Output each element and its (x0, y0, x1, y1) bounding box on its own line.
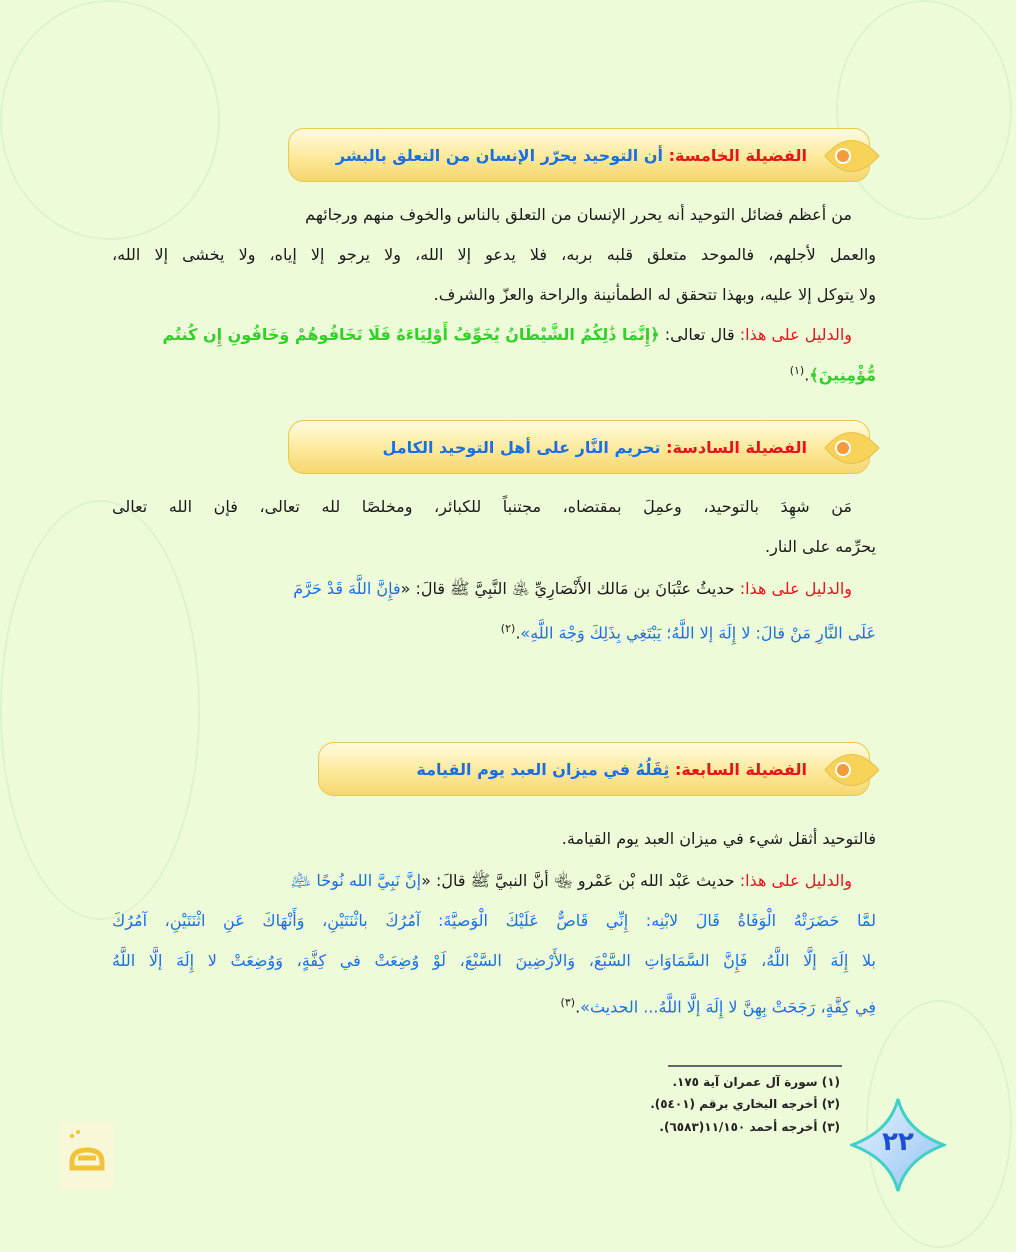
section-title: ثِقَلُهُ في ميزان العبد يوم القيامة (416, 759, 670, 779)
footnote: (٢) أخرجه البخاري برقم (٥٤٠١). (650, 1097, 840, 1111)
section-label: الفضيلة الخامسة: (668, 145, 807, 165)
ornament-bullet-icon (821, 125, 883, 187)
proof-line (112, 572, 876, 606)
ornament-bullet-icon (821, 417, 883, 479)
footnote: (١) سورة آل عمران آية ١٧٥. (672, 1075, 840, 1089)
hadith-text: فِي كِفَّةٍ، رَجَحَتْ بِهِنَّ لا إِلَهَ إلَّا اللَّهُ... الحديث» (580, 997, 876, 1017)
proof-intro: حديثُ عتْبَانَ بن مَالك الأَنْصَارِيِّ ﵁ النَّبِيَّ ﷺ قالَ: « (400, 579, 735, 598)
section-header-6 (288, 420, 870, 474)
proof-intro: حديث عَبْد الله بْن عَمْرو ﵄ أنَّ النبيَّ ﷺ قالَ: « (421, 871, 735, 890)
proof-line (112, 354, 876, 392)
paragraph-line: فالتوحيد أثقل شيء في ميزان العبد يوم القيامة. (561, 829, 876, 848)
quran-verse: ﴿إِنَّمَا ذَٰلِكُمُ الشَّيْطَانُ يُخَوِّفُ أَوْلِيَاءَهُ فَلَا تَخَافُوهُمْ وَخَافُونِ إِن كُنتُم (162, 325, 660, 344)
page-number-badge (850, 1097, 946, 1193)
punctuation: . (575, 997, 581, 1017)
section-label: الفضيلة السادسة: (666, 437, 807, 457)
proof-label: والدليل على هذا: (739, 579, 852, 598)
publisher-logo (60, 1122, 114, 1190)
page-number: ٢٢ (882, 1127, 914, 1157)
section-title: تحريم النَّار على أهل التوحيد الكامل (382, 437, 661, 457)
proof-line (112, 986, 876, 1024)
punctuation: . (804, 365, 810, 385)
paragraph-line: من أعظم فضائل التوحيد أنه يحرر الإنسان من التعلق بالناس والخوف منهم ورجائهم (305, 205, 852, 224)
hadith-line: لمَّا حَضَرَتْهُ الْوَفَاةُ قَالَ لابْنِه: إِنِّي قَاصٌّ عَلَيْكَ الْوَصيَّةَ: آمُرُكَ باثْنَتَيْنِ، وَأَنْهَاكَ عَنِ اثْنَتَيْنِ، آمُرُكَ (112, 911, 876, 930)
punctuation: . (515, 623, 521, 643)
background-ornament (836, 0, 1012, 220)
proof-label: والدليل على هذا: (739, 325, 852, 344)
section-header-5 (288, 128, 870, 182)
logo-icon (60, 1122, 114, 1190)
hadith-text: إنَّ نَبِيَّ الله نُوحًا ﵇ (290, 871, 422, 890)
paragraph-line: يحرِّمه على النار. (765, 537, 876, 556)
quran-verse: مُّؤْمِنِينَ﴾ (809, 365, 876, 385)
section-title: أن التوحيد يحرّر الإنسان من التعلق بالبشر (335, 145, 663, 165)
paragraph-line: مَن شهِدَ بالتوحيد، وعمِلَ بمقتضاه، مجتنباً للكبائر، ومخلصًا لله تعالى، فإن الله تعالى (112, 497, 852, 516)
paragraph-line: ولا يتوكل إلا عليه، وبهذا تتحقق له الطمأنينة والراحة والعزّ والشرف. (433, 285, 876, 304)
proof-line (112, 612, 876, 650)
paragraph-line: والعمل لأجلهم، فالموحد متعلق قلبه بربه، فلا يدعو إلا الله، ولا يرجو إلا إياه، ولا يخشى إلا الله، (112, 245, 876, 264)
footnote-ref: (١) (789, 364, 805, 377)
proof-line (112, 318, 876, 352)
hadith-text: فإِنَّ اللَّهَ قَدْ حَرَّمَ (293, 579, 401, 598)
proof-intro: قال تعالى: (664, 325, 735, 344)
proof-line (112, 864, 876, 898)
footnote-ref: (٣) (560, 996, 576, 1009)
footnote-ref: (٢) (500, 622, 516, 635)
ornament-bullet-icon (821, 739, 883, 801)
section-label: الفضيلة السابعة: (674, 759, 807, 779)
section-header-7 (318, 742, 870, 796)
hadith-text: عَلَى النَّارِ مَنْ قالَ: لا إِلَهَ إلا اللَّهُ؛ يَبْتَغِي بِذَلِكَ وَجْهَ اللَّهِ» (520, 623, 876, 643)
footnote-divider (668, 1065, 842, 1067)
footnote: (٣) أخرجه أحمد ١١/١٥٠(٦٥٨٣). (659, 1120, 840, 1134)
hadith-line: بلا إِلَهَ إلَّا اللَّهُ، فَإِنَّ السَّمَاوَاتِ السَّبْعَ، وَالأَرْضِينَ السَّبْعَ، لَوْ وُضِعَتْ في كِفَّةٍ، وَوُضِعَتْ لا إِلَهَ إلَّا اللَّهُ (112, 951, 876, 970)
proof-label: والدليل على هذا: (739, 871, 852, 890)
